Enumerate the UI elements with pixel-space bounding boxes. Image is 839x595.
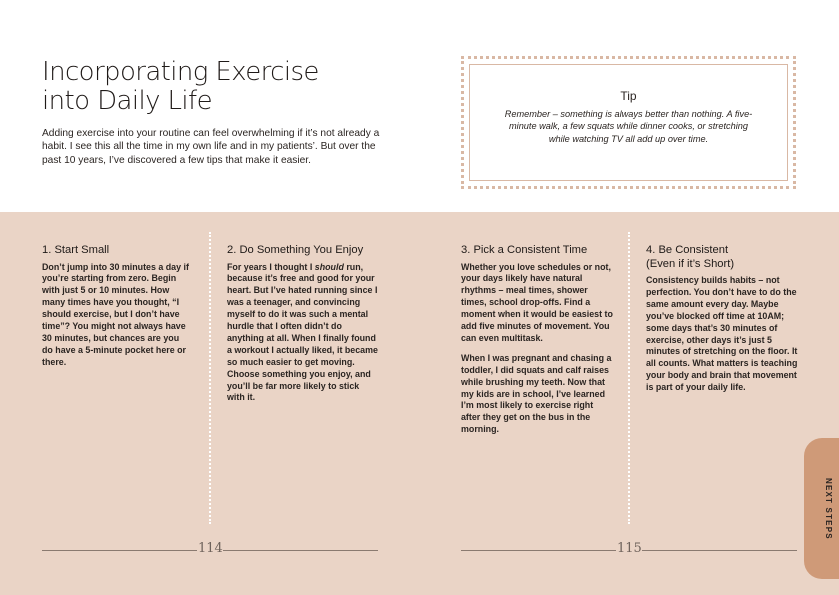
tip-body-emphasis: should: [314, 261, 344, 272]
footer-rule-right-b: [642, 550, 797, 551]
tip-column-start-small: [42, 244, 192, 377]
tip-body: Whether you love schedules or not, your days likely have natural rhythms – meal times, shower times, school drop-offs. Find a moment when it would be easiest to add five minutes of movement. You can even multitask.: [461, 261, 613, 343]
tip-heading: 2. Do Something You Enjoy: [227, 244, 364, 256]
footer-rule-left-a: [42, 550, 197, 551]
tip-column-enjoy: [227, 244, 379, 412]
column-divider-left: [209, 232, 211, 524]
tip-heading: 1. Start Small: [42, 244, 110, 256]
tip-column-consistent-time: [461, 244, 613, 444]
next-steps-tab-label[interactable]: NEXT STEPS: [824, 478, 833, 540]
footer-rule-right-a: [461, 550, 616, 551]
tip-heading: 3. Pick a Consistent Time: [461, 244, 588, 256]
tip-heading-line-1: 4. Be Consistent: [646, 244, 729, 256]
page-number-right: 115: [617, 541, 642, 556]
tip-body: Consistency builds habits – not perfection. You don’t have to do the same amount every day. Maybe you’ve blocked off time at 10AM; some days that’s 30 minutes of exercise, other days it’s just 5 minutes of stretching on the floor. It all counts. What matters is teaching your body and brain that movement is part of your daily life.: [646, 275, 798, 393]
tip-heading: [646, 244, 798, 271]
tip-column-be-consistent: [646, 244, 798, 402]
page-title: [42, 58, 362, 116]
tip-body: When I was pregnant and chasing a toddler, I did squats and calf raises while brushing my teeth. Now that my kids are in school, I’ve learned I’m most likely to exercise right after they get on the bus in the morning.: [461, 352, 612, 435]
tip-text: Remember – something is always better than nothing. A five-minute walk, a few squats while dinner cooks, or stretching while watching TV all add up over time.: [504, 109, 753, 144]
page-title-line-2: into Daily Life: [42, 86, 212, 116]
column-divider-right: [628, 232, 630, 524]
intro-paragraph: Adding exercise into your routine can feel overwhelming if it’s not already a habit. I see this all the time in my own life and in my patients’. But over the past 10 years, I’ve discovered a few tips that make it easier.: [42, 128, 380, 166]
footer-rule-left-b: [223, 550, 378, 551]
tip-title: Tip: [620, 89, 637, 103]
tip-body-start: For years I thought I: [227, 261, 315, 272]
page-number-left: 114: [198, 541, 223, 556]
tip-body: [227, 262, 379, 405]
tip-heading-line-2: (Even if it’s Short): [646, 257, 735, 270]
tip-body-end: run, because it’s free and good for your heart. But I’ve hated running since I was a teenager, and convincing myself to do it was such a mental hurdle that I often didn’t do anything at all. When I finally found a workout I actually liked, it became so much easier to get moving. Choose something you enjoy, and you’ll be far more likely to stick with it.: [227, 261, 378, 403]
tip-box: [461, 56, 796, 189]
tip-body: Don’t jump into 30 minutes a day if you’re starting from zero. Begin with just 5 or 10 minutes. How many times have you thought, “I should exercise, but I don’t have time”? You might not always have 30 minutes, but chances are you do have a 5-minute pocket here or there.: [42, 261, 189, 367]
page-title-line-1: Incorporating Exercise: [42, 57, 319, 87]
